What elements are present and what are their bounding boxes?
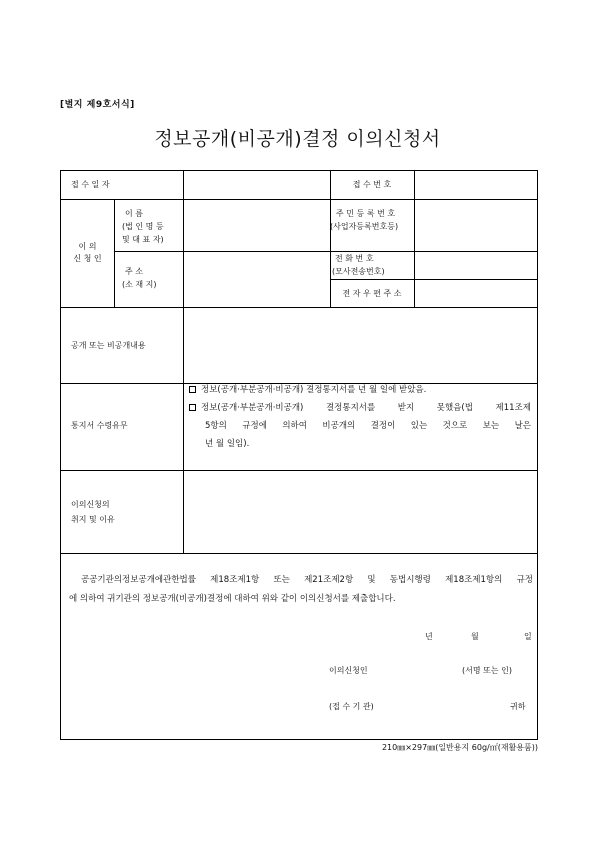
row-divider: [330, 279, 537, 280]
paper-spec: 210㎜×297㎜(일반용지 60g/㎡(재활용품)): [381, 743, 538, 752]
address-label: 주 소: [125, 267, 143, 276]
receiving-agency-label: (접 수 기 관): [329, 702, 374, 711]
col-divider: [114, 199, 115, 307]
statement-line-2: 에 의하여 귀기관의 정보공개(비공개)결정에 대하여 위와 같이 이의신청서를 제출합니다.: [69, 594, 396, 604]
date-year: 년: [425, 632, 433, 641]
col-divider: [414, 171, 415, 307]
notice-option-2-line2: 5항의 규정에 의하여 비공개의 결정이 있는 것으로 보는 날은: [205, 421, 531, 431]
fax-label: (모사전송번호): [332, 267, 385, 276]
row-divider: [61, 553, 537, 554]
applicant-group-label-1: 이 의: [78, 242, 97, 251]
name-label: 이 름: [125, 209, 143, 218]
addressee-suffix: 귀하: [510, 702, 526, 711]
receipt-number-label: 접 수 번 호: [352, 180, 392, 189]
row-divider: [61, 199, 537, 200]
row-divider: [61, 307, 537, 308]
reason-label: 이의신청의: [71, 500, 110, 509]
row-divider: [114, 251, 537, 252]
checkbox-icon[interactable]: [189, 386, 196, 393]
name-sub-label: 및 대 표 자): [122, 235, 164, 244]
signer-label: 이의신청인: [329, 666, 368, 675]
col-divider: [183, 199, 184, 553]
disclosure-content-label: 공개 또는 비공개내용: [71, 341, 146, 350]
applicant-group-label-2: 신 청 인: [73, 254, 102, 263]
row-divider: [61, 470, 537, 471]
id-number-label: 주 민 등 록 번 호: [336, 209, 396, 218]
col-divider: [183, 171, 184, 199]
col-divider: [330, 171, 331, 307]
statement-line-1: 공공기관의정보공개에관한법률 제18조제1항 또는 제21조제2항 및 동법시행령 제18조제1항의 규정: [81, 575, 533, 585]
receipt-date-label: 접 수 일 자: [71, 180, 110, 189]
checkbox-icon[interactable]: [189, 404, 196, 411]
notice-option-2-line3: 년 월 일임).: [205, 439, 250, 449]
email-label: 전 자 우 편 주 소: [342, 289, 402, 298]
name-sub-label: (법 인 명 등: [122, 222, 164, 231]
signature-label: (서명 또는 인): [462, 666, 512, 675]
reason-sub-label: 취지 및 이유: [71, 515, 115, 524]
notice-option-2[interactable]: 정보(공개·부분공개·비공개) 결정통지서를 받지 못했음(법 제11조제: [189, 399, 531, 418]
date-day: 일: [524, 632, 532, 641]
business-number-label: (사업자등록번호등): [330, 222, 399, 231]
address-sub-label: (소 재 지): [122, 280, 157, 289]
document-title: 정보공개(비공개)결정 이의신청서: [154, 128, 441, 150]
form-number: [별지 제9호서식]: [60, 100, 135, 110]
notice-received-label: 통지서 수령유무: [71, 421, 128, 430]
form-frame: [60, 170, 538, 740]
date-month: 월: [471, 632, 479, 641]
notice-option-1[interactable]: 정보(공개·부분공개·비공개) 결정통지서를 년 월 일에 받았음.: [189, 381, 531, 400]
phone-label: 전 화 번 호: [335, 254, 374, 263]
